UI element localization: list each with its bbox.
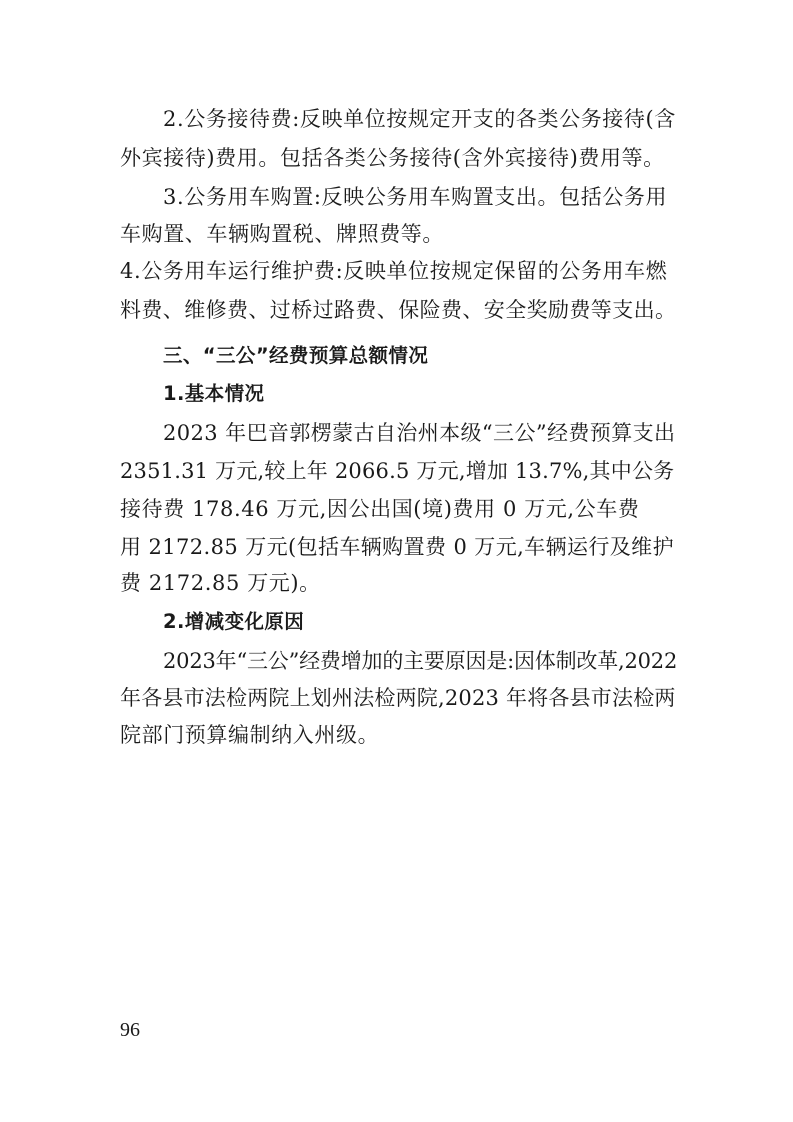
basic-line-2: 2351.31 万元,较上年 2066.5 万元,增加 13.7%,其中公务 bbox=[120, 459, 675, 483]
page-number: 96 bbox=[120, 1019, 140, 1041]
subsection-heading-change-reason: 2.增减变化原因 bbox=[163, 610, 305, 633]
subsection-heading-basic: 1.基本情况 bbox=[163, 382, 265, 405]
section-heading: 三、“三公”经费预算总额情况 bbox=[163, 344, 429, 367]
change-reason-line-2: 年各县市法检两院上划州法检两院,2023 年将各县市法检两 bbox=[120, 686, 676, 710]
paragraph-vehicle-operation-line-1: 4.公务用车运行维护费:反映单位按规定保留的公务用车燃 bbox=[120, 259, 668, 283]
basic-line-5: 费 2172.85 万元)。 bbox=[120, 571, 321, 595]
paragraph-vehicle-purchase-line-1: 3.公务用车购置:反映公务用车购置支出。包括公务用 bbox=[163, 185, 668, 209]
change-reason-line-3: 院部门预算编制纳入州级。 bbox=[120, 723, 380, 747]
paragraph-vehicle-operation-line-2: 料费、维修费、过桥过路费、保险费、安全奖励费等支出。 bbox=[120, 298, 677, 322]
basic-line-3: 接待费 178.46 万元,因公出国(境)费用 0 万元,公车费 bbox=[120, 497, 640, 521]
paragraph-reception-line-1: 2.公务接待费:反映单位按规定开支的各类公务接待(含 bbox=[163, 107, 676, 131]
basic-line-1: 2023 年巴音郭楞蒙古自治州本级“三公”经费预算支出 bbox=[163, 421, 676, 445]
paragraph-vehicle-purchase-line-2: 车购置、车辆购置税、牌照费等。 bbox=[120, 222, 444, 246]
change-reason-line-1: 2023年“三公”经费增加的主要原因是:因体制改革,2022 bbox=[163, 649, 678, 673]
paragraph-reception-line-2: 外宾接待)费用。包括各类公务接待(含外宾接待)费用等。 bbox=[120, 146, 665, 170]
basic-line-4: 用 2172.85 万元(包括车辆购置费 0 万元,车辆运行及维护 bbox=[120, 535, 674, 559]
